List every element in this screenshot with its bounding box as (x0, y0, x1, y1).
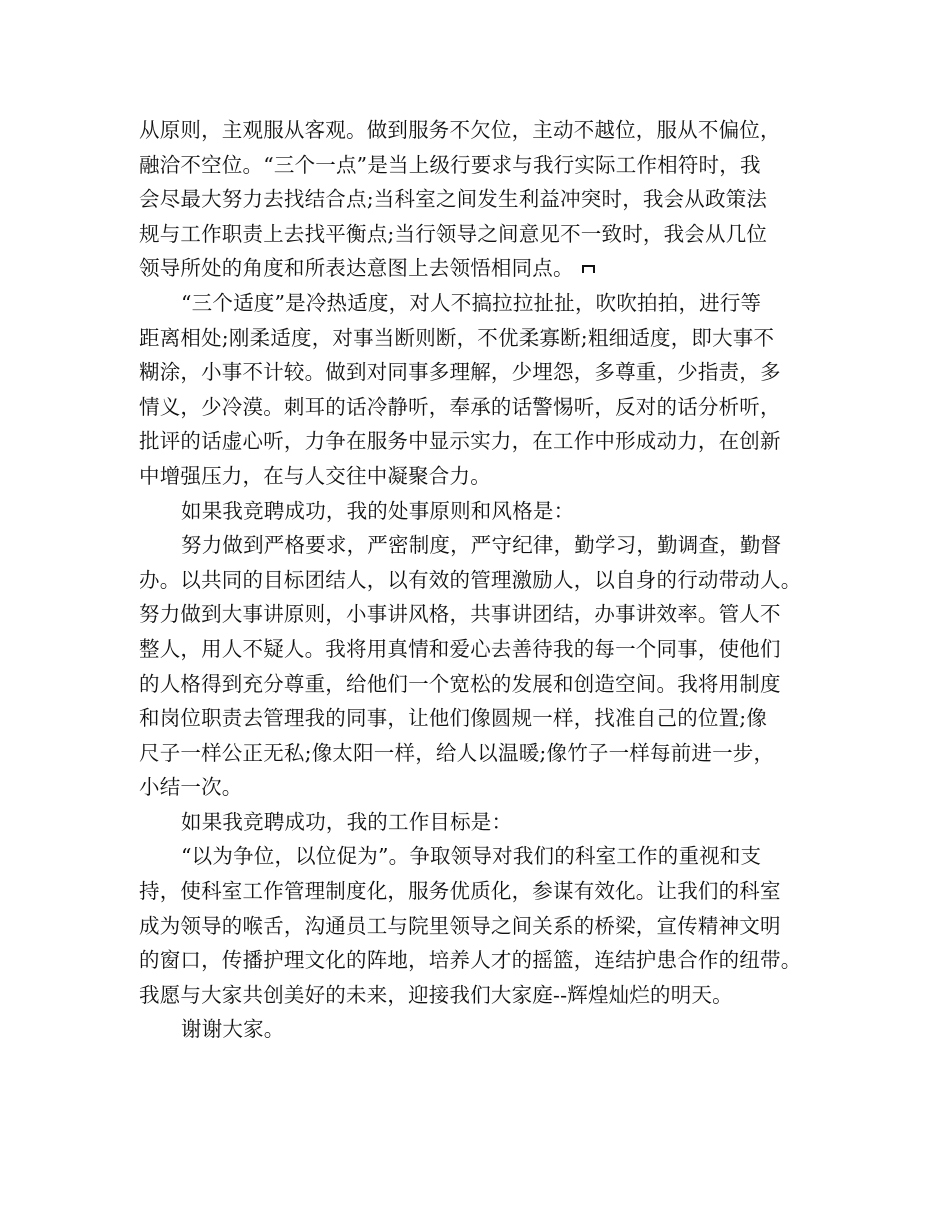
text-line: 小结一次。 (139, 775, 243, 800)
text-line: 尺子一样公正无私;像太阳一样，给人以温暖;像竹子一样每前进一步， (139, 740, 775, 765)
paragraph-start-line: 努力做到严格要求，严密制度，严守纪律，勤学习，勤调查，勤督 (181, 533, 782, 558)
text-line: 情义，少冷漠。刺耳的话冷静听，奉承的话警惕听，反对的话分析听， (139, 394, 781, 419)
text-line: 我愿与大家共创美好的未来，迎接我们大家庭--辉煌灿烂的明天。 (139, 982, 733, 1007)
text-line-with-mark (139, 251, 829, 286)
text-line: 的人格得到充分尊重，给他们一个宽松的发展和创造空间。我将用制度 (139, 671, 781, 696)
text-line: 领导所处的角度和所表达意图上去领悟相同点。 (139, 256, 574, 281)
text-line: 会尽最大努力去找结合点;当科室之间发生利益冲突时，我会从政策法 (139, 187, 768, 212)
text-line: 融洽不空位。“三个一点”是当上级行要求与我行实际工作相符时，我 (139, 152, 761, 177)
text-line: 整人，用人不疑人。我将用真情和爱心去善待我的每一个同事，使他们 (139, 636, 781, 661)
paragraph-start-line: 谢谢大家。 (181, 1017, 285, 1042)
text-line: 从原则，主观服从客观。做到服务不欠位，主动不越位，服从不偏位， (139, 118, 781, 142)
text-line: 的窗口，传播护理文化的阵地，培养人才的摇篮，连结护患合作的纽带。 (139, 948, 802, 973)
paragraph-start-line: 如果我竞聘成功，我的处事原则和风格是： (181, 498, 575, 523)
text-line: 办。以共同的目标团结人，以有效的管理激励人，以自身的行动带动人。 (139, 567, 802, 592)
text-line: 中增强压力，在与人交往中凝聚合力。 (139, 463, 491, 488)
text-line: 糊涂，小事不计较。做到对同事多理解，少埋怨，多尊重，少指责，多 (139, 360, 781, 385)
document-body (139, 113, 829, 1047)
paragraph-start-line: “三个适度”是冷热适度，对人不搞拉拉扯扯，吹吹拍拍，进行等 (181, 290, 762, 315)
text-line: 和岗位职责去管理我的同事，让他们像圆规一样，找准自己的位置;像 (139, 706, 768, 731)
text-line: 距离相处;刚柔适度，对事当断则断，不优柔寡断;粗细适度，即大事不 (139, 325, 775, 350)
text-line: 规与工作职责上去找平衡点;当行领导之间意见不一致时，我会从几位 (139, 221, 768, 246)
bracket-mark-icon (580, 262, 598, 276)
text-line: 批评的话虚心听，力争在服务中显示实力，在工作中形成动力，在创新 (139, 429, 781, 454)
text-line: 成为领导的喉舌，沟通员工与院里领导之间关系的桥梁，宣传精神文明 (139, 913, 781, 938)
text-line: 持，使科室工作管理制度化，服务优质化，参谋有效化。让我们的科室 (139, 879, 781, 904)
paragraph-start-line: “以为争位，以位促为”。争取领导对我们的科室工作的重视和支 (181, 844, 762, 869)
paragraph-start-line: 如果我竞聘成功，我的工作目标是： (181, 809, 513, 834)
text-line: 努力做到大事讲原则，小事讲风格，共事讲团结，办事讲效率。管人不 (139, 602, 781, 627)
